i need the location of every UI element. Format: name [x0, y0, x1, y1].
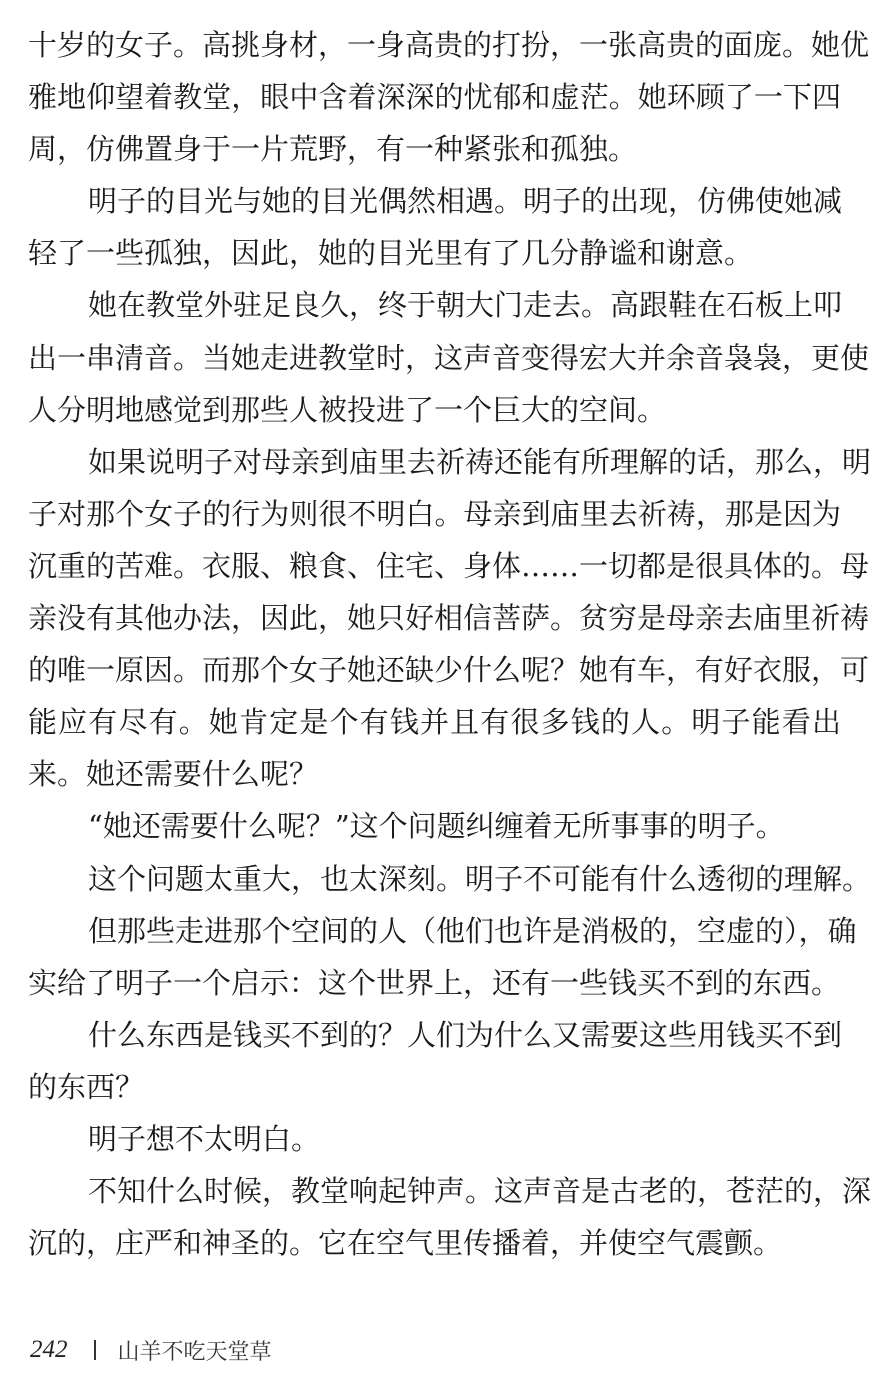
text-line: 明子想不太明白。	[88, 1121, 321, 1156]
body-text	[28, 19, 872, 1269]
text-line: 什么东西是钱买不到的？人们为什么又需要这些用钱买不到	[88, 1017, 843, 1052]
text-line: 的唯一原因。而那个女子她还缺少什么呢？她有车，有好衣服，可	[28, 653, 870, 688]
page-number: 242	[30, 1336, 68, 1363]
book-title: 山羊不吃天堂草	[117, 1339, 272, 1365]
text-line: 周，仿佛置身于一片荒野，有一种紧张和孤独。	[28, 132, 638, 167]
text-line: 她在教堂外驻足良久，终于朝大门走去。高跟鞋在石板上叩	[88, 288, 843, 323]
paragraph	[28, 800, 841, 852]
paragraph	[28, 436, 872, 801]
paragraph	[28, 279, 870, 435]
text-line: 实给了明子一个启示：这个世界上，还有一些钱买不到的东西。	[28, 965, 841, 1000]
text-line: 来。她还需要什么呢？	[28, 757, 319, 792]
paragraph	[28, 1113, 841, 1165]
text-line: 人分明地感觉到那些人被投进了一个巨大的空间。	[28, 392, 667, 427]
text-line: “她还需要什么呢？”这个问题纠缠着无所事事的明子。	[88, 809, 785, 844]
text-line: 的东西？	[28, 1069, 145, 1104]
text-line: 轻了一些孤独，因此，她的目光里有了几分静谧和谢意。	[28, 236, 754, 271]
page-footer	[30, 1332, 272, 1368]
footer-divider	[94, 1340, 96, 1360]
text-line: 沉重的苦难。衣服、粮食、住宅、身体……一切都是很具体的。母	[28, 548, 870, 583]
text-line: 这个问题太重大，也太深刻。明子不可能有什么透彻的理解。	[88, 861, 872, 896]
text-line: 不知什么时候，教堂响起钟声。这声音是古老的，苍茫的，深	[88, 1174, 872, 1209]
text-line: 十岁的女子。高挑身材，一身高贵的打扮，一张高贵的面庞。她优	[28, 28, 870, 62]
paragraph	[28, 175, 841, 279]
text-line: 亲没有其他办法，因此，她只好相信菩萨。贫穷是母亲去庙里祈祷	[28, 601, 870, 636]
text-line: 能应有尽有。她肯定是个有钱并且有很多钱的人。明子能看出	[28, 705, 841, 740]
text-line: 出一串清音。当她走进教堂时，这声音变得宏大并余音袅袅，更使	[28, 340, 870, 375]
text-line: 如果说明子对母亲到庙里去祈祷还能有所理解的话，那么，明	[88, 444, 872, 479]
paragraph	[28, 905, 857, 1009]
text-line: 明子的目光与她的目光偶然相遇。明子的出现，仿佛使她减	[88, 184, 843, 219]
paragraph	[28, 1009, 841, 1113]
paragraph	[28, 1165, 872, 1269]
text-line: 沉的，庄严和神圣的。它在空气里传播着，并使空气震颤。	[28, 1226, 783, 1261]
text-line: 雅地仰望着教堂，眼中含着深深的忧郁和虚茫。她环顾了一下四	[28, 80, 841, 115]
text-line: 子对那个女子的行为则很不明白。母亲到庙里去祈祷，那是因为	[28, 496, 841, 531]
text-line: 但那些走进那个空间的人（他们也许是消极的，空虚的），确	[88, 913, 857, 948]
paragraph	[28, 853, 872, 905]
paragraph	[28, 19, 870, 175]
